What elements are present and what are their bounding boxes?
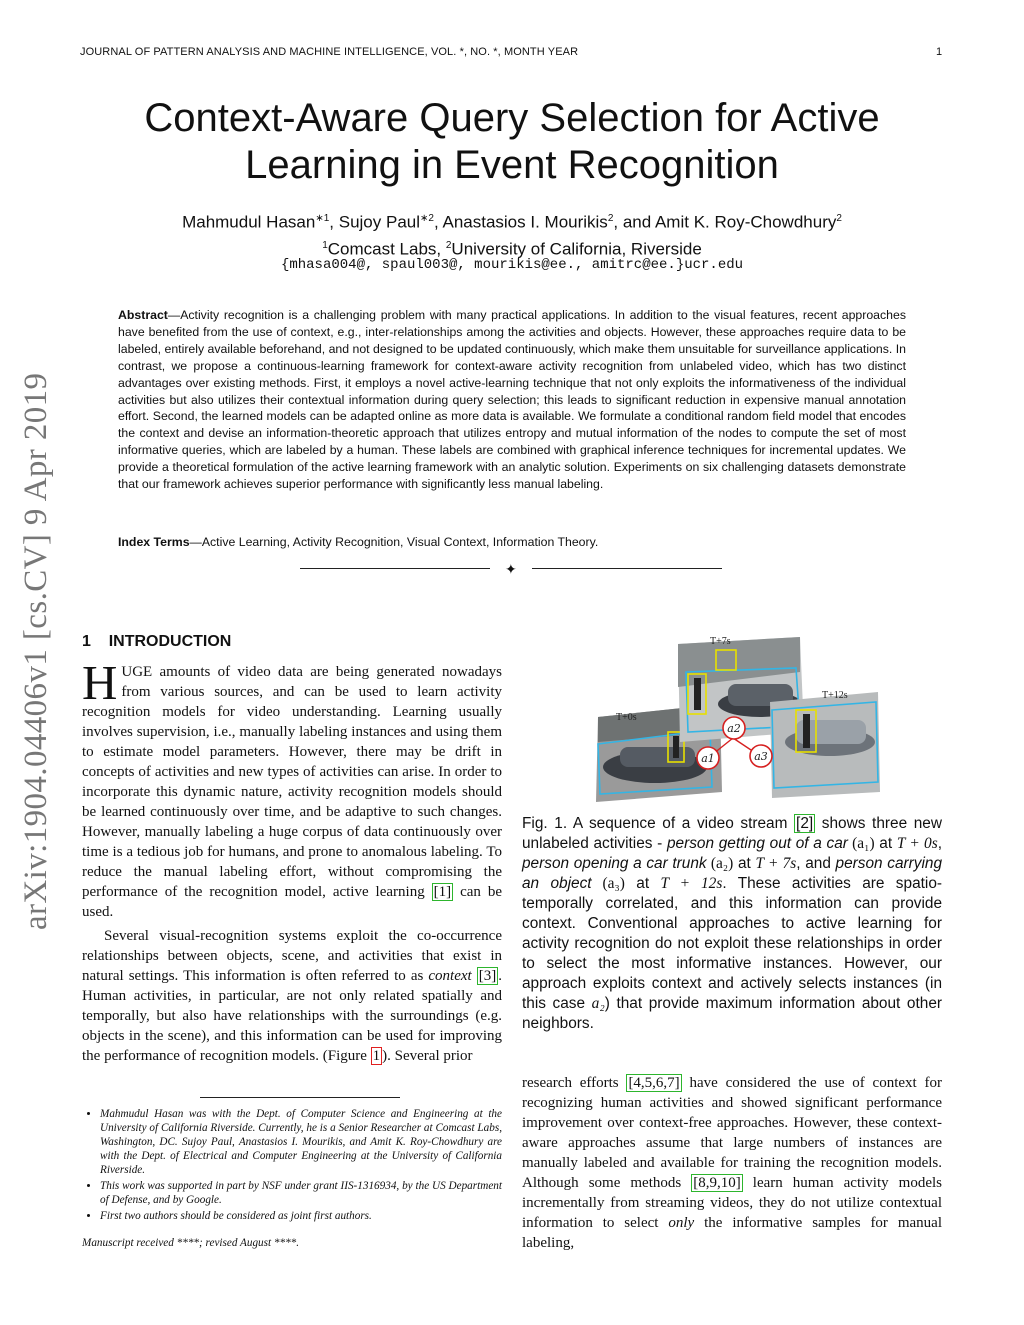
abstract — [118, 307, 906, 493]
citation-link[interactable]: [8,9,10] — [693, 1175, 741, 1191]
svg-text:a2: a2 — [727, 722, 741, 735]
footnote-item: • Mahmudul Hasan was with the Dept. of Computer Science and Engineering at the University of California Riverside. Currently, he is a Senior Researcher at Comcast Labs, Washington, DC. Sujoy Paul, Anastasios I. Mourikis, and Amit K. Roy-Chowdhury are with the Dept. of Electrical and Computer Engineering at the University of California Riverside. — [100, 1107, 502, 1177]
author-list: Mahmudul Hasan$^{∗1}$, Sujoy Paul$^{∗2}$, Anastasios I. Mourikis$^2$, and Amit K. Roy-Chowdhury$^2$ — [182, 212, 842, 232]
label-t12: T+12s — [822, 690, 848, 701]
citation-link[interactable]: [4,5,6,7] — [628, 1075, 680, 1091]
section-heading: 1 INTRODUCTION — [82, 633, 232, 650]
divider-diamond-icon: ✦ — [505, 563, 517, 578]
label-t0: T+0s — [616, 712, 637, 723]
running-header: JOURNAL OF PATTERN ANALYSIS AND MACHINE INTELLIGENCE, VOL. *, NO. *, MONTH YEAR — [80, 46, 579, 58]
abstract-label: Abstract — [118, 308, 168, 322]
title-line-2: Learning in Event Recognition — [245, 143, 779, 187]
figure-caption: Fig. 1. A sequence of a video stream [2] shows three new unlabeled activities - person getting out of a car (a₁) at T + 0s, person opening a car trunk (a₂) at T + 7s, and person carrying an object (a₃) at T + 12s. These activities are spatio-temporally correlated, and this information can provide context. Conventional approaches to active learning for activity recognition do not exploit these relationships in order to select the most informative instances. However, our approach exploits context and actively selects instances (in this case a₂) that provide maximum information about other neighbors. — [522, 815, 943, 1032]
arxiv-stamp: arXiv:1904.04406v1 [cs.CV] 9 Apr 2019 — [18, 372, 54, 930]
figure-link[interactable]: 1 — [372, 1048, 381, 1064]
footnote-item: • First two authors should be considered as joint first authors. — [100, 1209, 502, 1223]
citation-link[interactable]: [1] — [433, 884, 452, 900]
frame-t12 — [770, 690, 880, 798]
svg-text:a3: a3 — [754, 750, 768, 763]
section-divider — [300, 563, 722, 579]
author-emails: {mhasa004@, spaul003@, mourikis@ee., amitrc@ee.}ucr.edu — [280, 257, 744, 273]
footnote-item: • This work was supported in part by NSF under grant IIS-1316934, by the US Department of Defense, and by Google. — [100, 1179, 502, 1207]
index-terms: Index Terms—Active Learning, Activity Recognition, Visual Context, Information Theory. — [118, 535, 599, 549]
citation-link[interactable]: [3] — [478, 968, 497, 984]
citation-link[interactable]: [2] — [796, 815, 814, 832]
page-number: 1 — [936, 46, 943, 58]
footnotes — [82, 1107, 502, 1225]
intro-column-right: research efforts [4,5,6,7] have considered the use of context for recognizing human activities and showed significant performance improvement over context-free approaches. However, these context-aware approaches assume that large numbers of instances are manually labeled and available for training the recognition models. Although some methods [8,9,10] learn human activity models incrementally from streaming videos, they do not utilize contextual information to select only the informative samples for manual labeling, — [522, 1075, 942, 1251]
intro-paragraph-2: Several visual-recognition systems exploit the co-occurrence relationships between objects, scene, and activities that exist in natural settings. This information is often referred to as context [3] . Human activities, in particular, are not only related spatially and temporally, but also have relationships with the surroundings (e.g. objects in the scene), and this information can be used for improving the performance of recognition models. (Figure 1 ). Several prior — [82, 928, 503, 1064]
figure-1 — [560, 632, 900, 812]
abstract-text: —Activity recognition is a challenging problem with many practical applications. In addition to the visual features, recent approaches have benefited from the use of context, e.g., inter-relationships among the activities and objects. However, these approaches require data to be labeled, entirely available beforehand, and not designed to be updated continuously, which make them unsuitable for surveillance applications. In contrast, we propose a continuous-learning framework for context-aware activity recognition from unlabeled video, which has two distinct advantages over existing methods. First, it employs a novel active-learning technique that not only exploits the informativeness of the individual activities but also utilizes their contextual information during query selection; this leads to significant reduction in expensive manual annotation effort. Second, the learned models can be adapted online as more data is available. We formulate a conditional random field model that encodes the context and devise an information-theoretic approach that utilizes entropy and mutual information of the nodes to compute the set of most informative queries, which are labeled by a human. These labels are combined with graphical inference techniques for incremental updates. We provide a theoretical formulation of the active learning framework with an analytic solution. Experiments on six challenging datasets demonstrate that our framework achieves superior performance with significantly less manual labeling. — [118, 308, 906, 492]
manuscript-note: Manuscript received ****; revised August ****. — [82, 1237, 300, 1249]
title-line-1: Context-Aware Query Selection for Active — [144, 96, 880, 140]
footnote-rule — [200, 1097, 400, 1098]
paper-title — [80, 95, 944, 189]
affiliations: $^1$Comcast Labs, $^2$University of California, Riverside — [322, 239, 702, 259]
intro-column-left — [82, 655, 503, 1066]
intro-paragraph-1: HUGE amounts of video data are being generated nowadays from various sources, and can be used to learn activity recognition models for video understanding. Learning usually involves supervision, i.e., manually labeling instances and using them to estimate model parameters. However, there may be drift in concepts of activities and new types of activities can arise. In order to incorporate this dynamic nature, activity recognition models should be learned continuously over time, and be adaptive to such changes. However, manually labeling a huge corpus of data continuously over time is a tedious job for humans, and prone to anomalous labeling. To reduce the manual labeling effort, without compromising the performance of the recognition model, active learning [1] can be used. — [82, 655, 502, 920]
svg-text:a1: a1 — [701, 752, 715, 765]
label-t7: T+7s — [710, 636, 731, 647]
drop-cap: H — [82, 655, 118, 710]
author-block — [80, 207, 944, 260]
